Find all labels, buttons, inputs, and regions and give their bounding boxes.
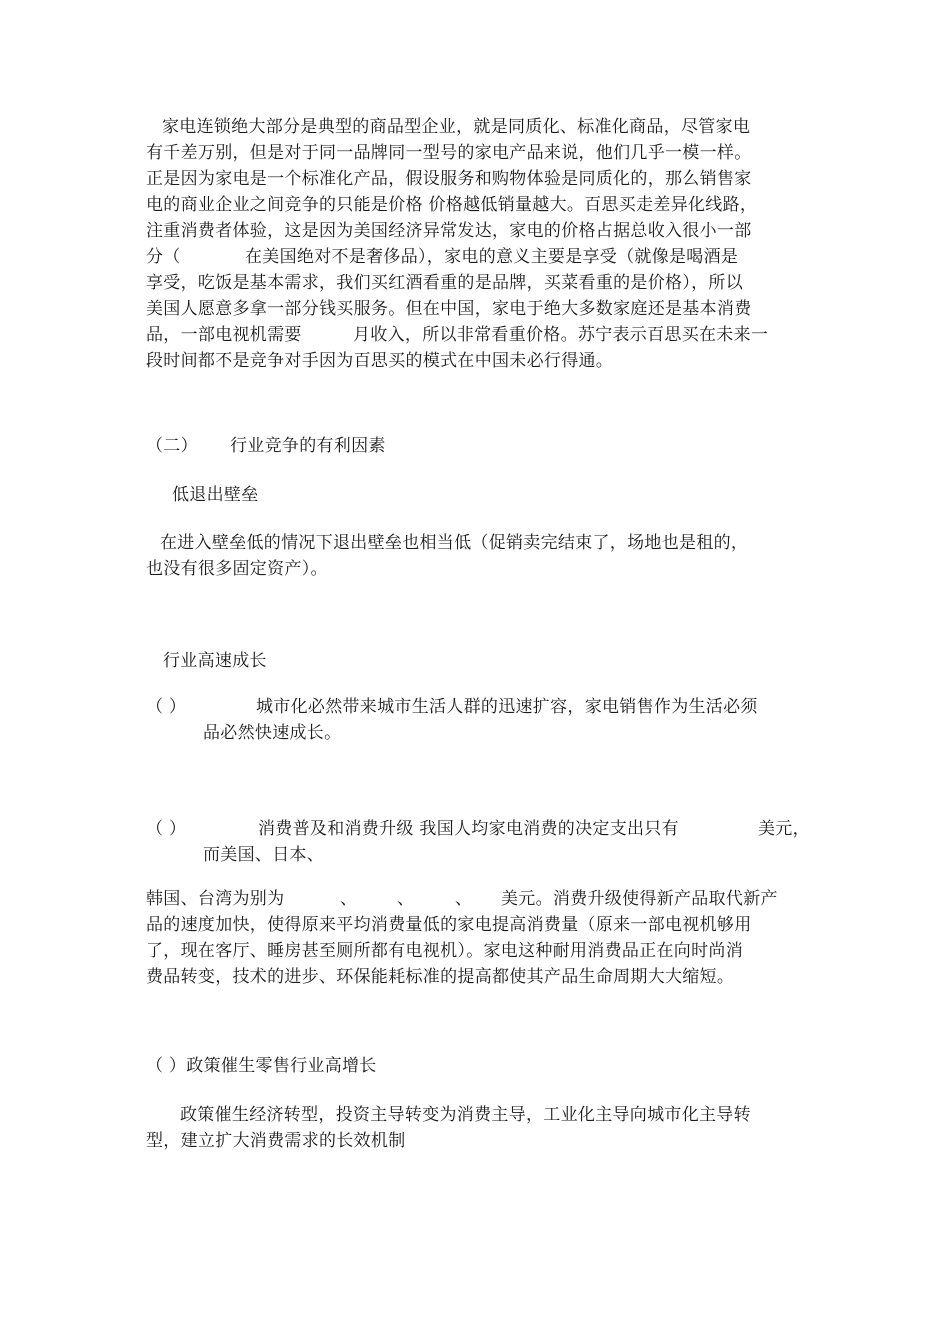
paragraph-line: 消费普及和消费升级 我国人均家电消费的决定支出只有 (258, 819, 679, 839)
paragraph-line: 型，建立扩大消费需求的长效机制 (146, 1131, 406, 1151)
paragraph-line: 城市化必然带来城市生活人群的迅速扩容，家电销售作为生活必须 (256, 697, 758, 717)
paragraph-line: 品的速度加快，使得原来平均消费量低的家电提高消费量（原来一部电视机够用 (146, 915, 752, 935)
subsection-title-policy: （ ）政策催生零售行业高增长 (146, 1056, 377, 1076)
paragraph-line: 也没有很多固定资产）。 (146, 559, 328, 579)
paragraph-line: 品，一部电视机需要 (146, 325, 302, 345)
separator: 、 (455, 889, 473, 909)
paragraph-line: 美元， (758, 819, 810, 839)
paragraph-line: 在美国绝对不是奢侈品），家电的意义主要是享受（就像是喝酒是 (245, 247, 739, 267)
paragraph-line: 分（ (146, 247, 181, 267)
item-marker: （ ） (146, 697, 187, 717)
paragraph-line: 费品转变，技术的进步、环保能耗标准的提高都使其产品生命周期大大缩短。 (146, 967, 735, 987)
paragraph-line: 有千差万别，但是对于同一品牌同一型号的家电产品来说，他们几乎一模一样。 (146, 143, 752, 163)
paragraph-line: 在进入壁垒低的情况下退出壁垒也相当低（促销卖完结束了，场地也是租的， (160, 533, 749, 553)
section-number: （二） (146, 436, 198, 456)
paragraph-line: 了，现在客厅、睡房甚至厕所都有电视机）。家电这种耐用消费品正在向时尚消 (146, 941, 743, 961)
paragraph-line: 段时间都不是竞争对手因为百思买的模式在中国未必行得通。 (146, 351, 614, 371)
paragraph-line: 美国人愿意多拿一部分钱买服务。但在中国，家电于绝大多数家庭还是基本消费 (146, 299, 752, 319)
paragraph-line: 正是因为家电是一个标准化产品，假设服务和购物体验是同质化的，那么销售家 (146, 169, 752, 189)
paragraph-line: 政策催生经济转型，投资主导转变为消费主导，工业化主导向城市化主导转 (180, 1105, 751, 1125)
subsection-title-exit-barrier: 低退出壁垒 (172, 485, 259, 505)
paragraph-line: 美元。消费升级使得新产品取代新产 (501, 889, 778, 909)
paragraph-line: 电的商业企业之间竞争的只能是价格 价格越低销量越大。百思买走差异化线路， (146, 195, 758, 215)
paragraph-line: 注重消费者体验，这是因为美国经济异常发达，家电的价格占据总收入很小一部 (146, 221, 752, 241)
paragraph-line: 月收入，所以非常看重价格。苏宁表示百思买在未来一 (353, 325, 769, 345)
separator: 、 (340, 889, 358, 909)
paragraph-line: 享受，吃饭是基本需求，我们买红酒看重的是品牌，买菜看重的是价格），所以 (146, 273, 743, 293)
subsection-title-growth: 行业高速成长 (163, 651, 267, 671)
paragraph-line: 韩国、台湾为别为 (146, 889, 285, 909)
item-marker: （ ） (146, 819, 187, 839)
paragraph-line: 而美国、日本、 (203, 845, 325, 865)
paragraph-line: 家电连锁绝大部分是典型的商品型企业，就是同质化、标准化商品，尽管家电 (162, 117, 751, 137)
separator: 、 (397, 889, 415, 909)
paragraph-line: 品必然快速成长。 (203, 723, 342, 743)
section-title: 行业竞争的有利因素 (230, 436, 386, 456)
